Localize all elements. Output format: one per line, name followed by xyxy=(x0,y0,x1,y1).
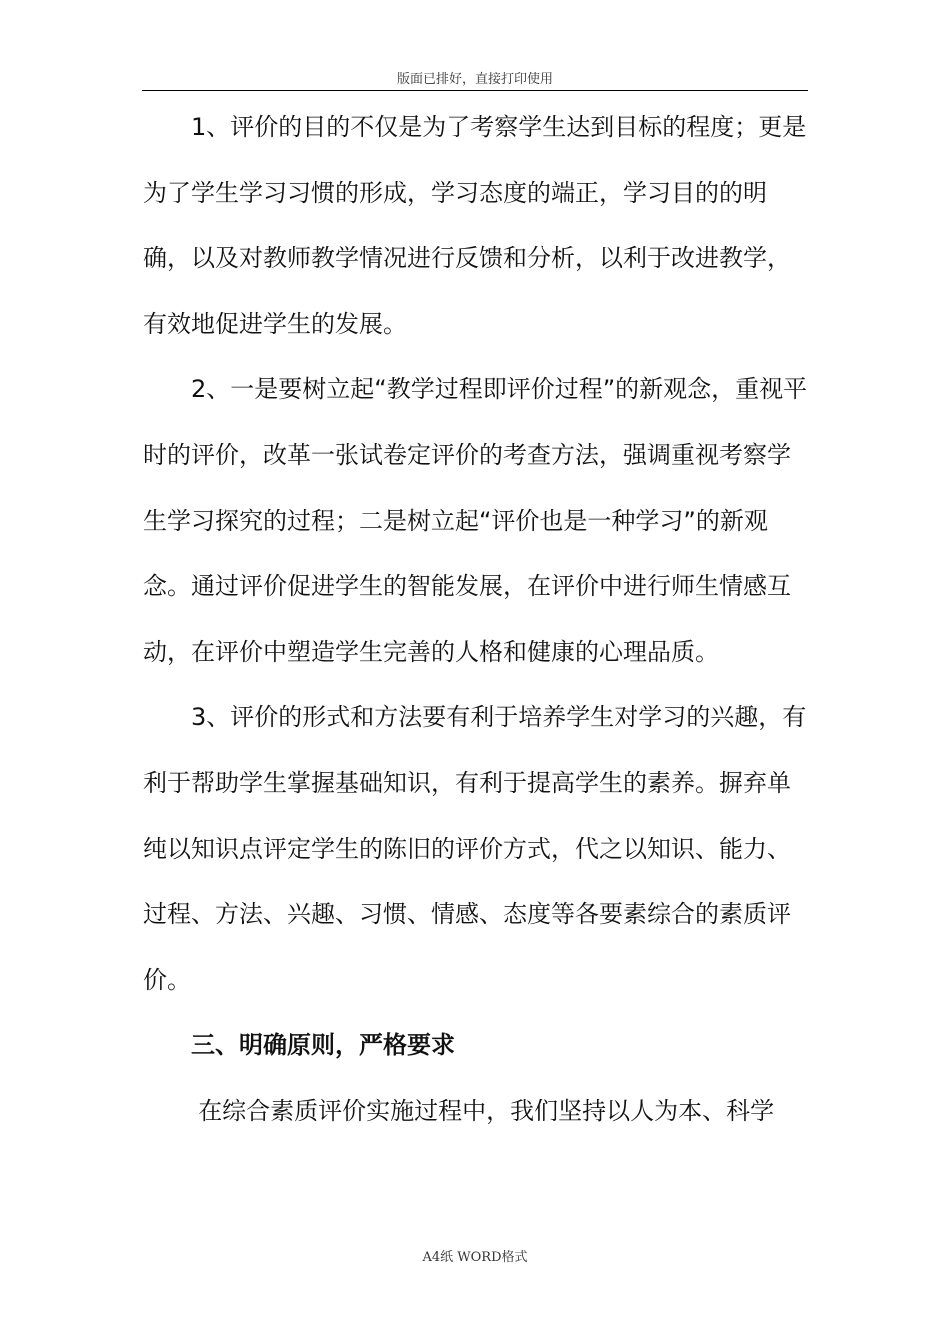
page-header: 版面已排好，直接打印使用 xyxy=(396,72,553,87)
paragraph-evaluation-concepts: 2、一是要树立起“教学过程即评价过程”的新观念，重视平时的评价，改革一张试卷定评价的考查方法，强调重视考察学生学习探究的过程；二是树立起“评价也是一种学习”的新观念。通过评价促进学生的智能发展，在评价中进行师生情感互动，在评价中塑造学生完善的人格和健康的心理品质。 xyxy=(143,375,808,666)
paragraph-evaluation-purpose: 1、评价的目的不仅是为了考察学生达到目标的程度；更是为了学生学习习惯的形成，学习态度的端正，学习目的的明确，以及对教师教学情况进行反馈和分析，以利于改进教学，有效地促进学生的发展。 xyxy=(143,113,807,338)
paragraph-principles: 在综合素质评价实施过程中，我们坚持以人为本、科学 xyxy=(198,1096,775,1125)
header-rule xyxy=(142,90,808,91)
section-heading: 三、明确原则，严格要求 xyxy=(191,1031,455,1060)
document-body xyxy=(143,95,810,1145)
page-footer: A4纸 WORD格式 xyxy=(422,1250,528,1265)
paragraph-evaluation-methods: 3、评价的形式和方法要有利于培养学生对学习的兴趣，有利于帮助学生掌握基础知识，有利于提高学生的素养。摒弃单纯以知识点评定学生的陈旧的评价方式，代之以知识、能力、过程、方法、兴趣、习惯、情感、态度等各要素综合的素质评价。 xyxy=(143,703,807,994)
